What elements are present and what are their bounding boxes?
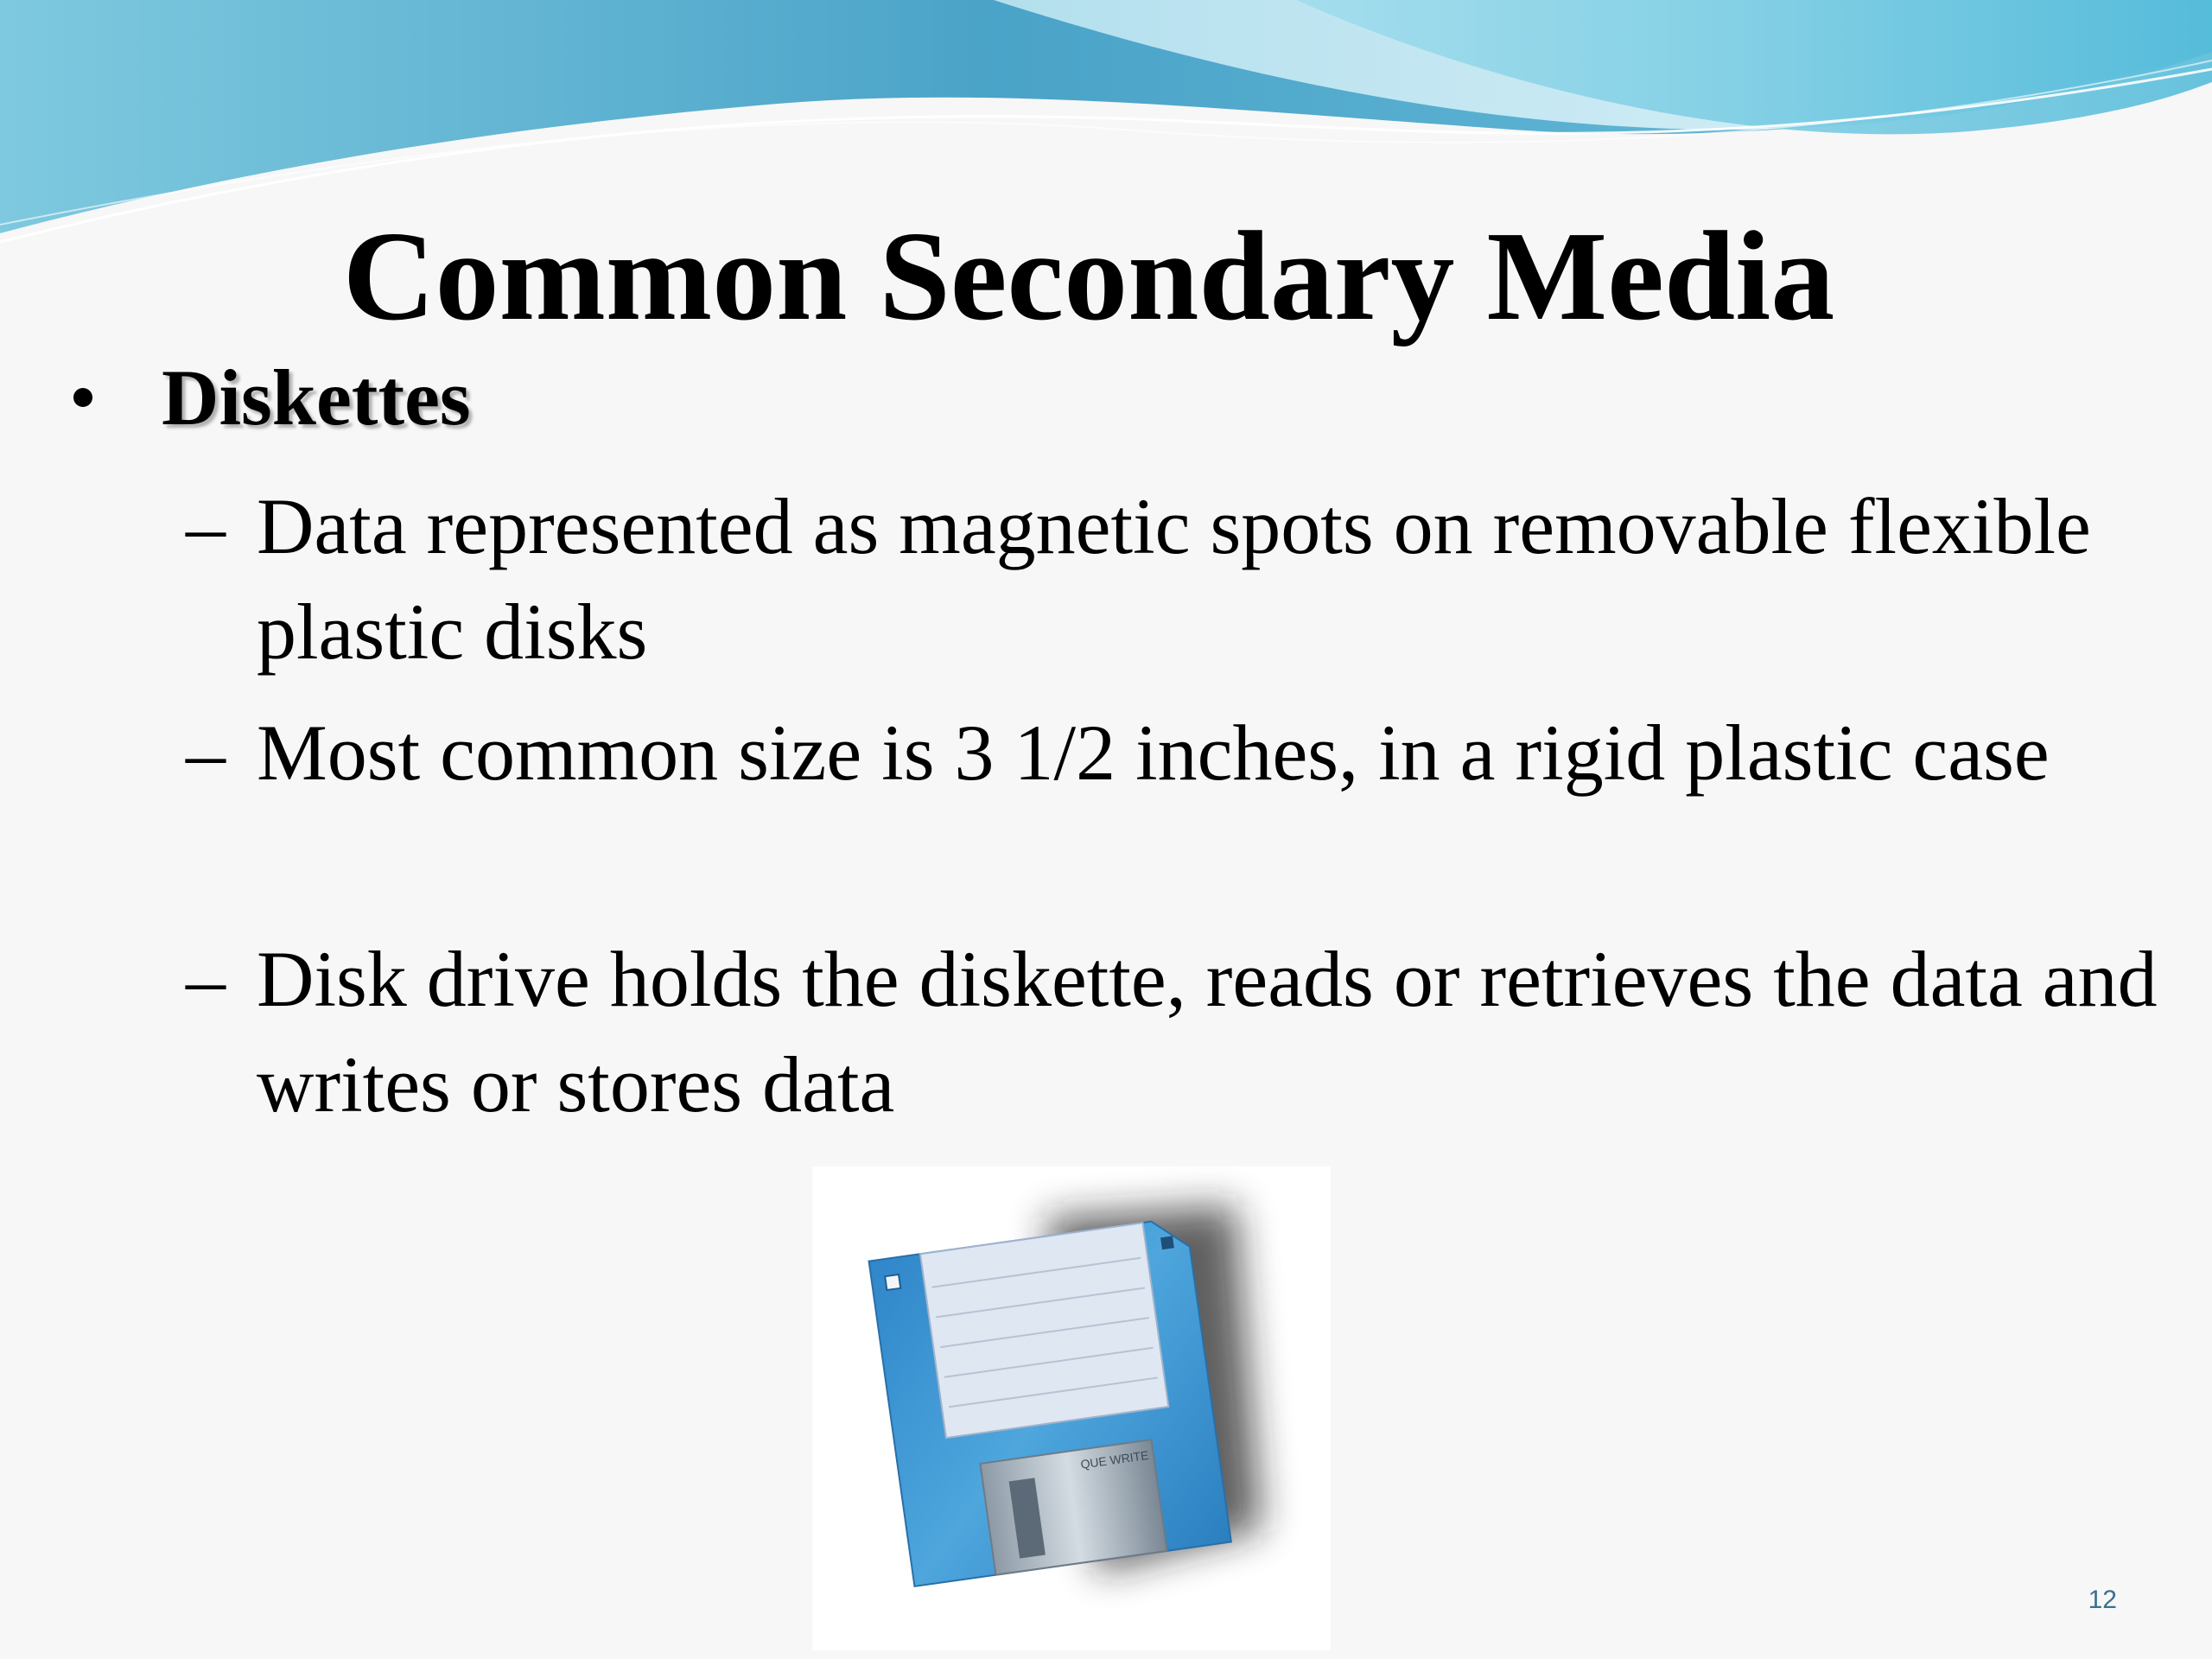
bullet-text: Diskettes — [162, 353, 471, 442]
sub-item-dash: – — [186, 935, 226, 1023]
sub-item-text: Data represented as magnetic spots on removable flexible plastic disks — [257, 482, 2091, 676]
sub-item — [186, 700, 2173, 805]
floppy-disk-icon — [812, 1166, 1331, 1650]
floppy-label-text: QUE WRITE — [1079, 1447, 1150, 1471]
sub-item-dash: – — [186, 709, 226, 797]
page-number: 12 — [2088, 1586, 2117, 1614]
sub-item — [186, 926, 2173, 1137]
sub-item — [186, 474, 2173, 684]
sub-item-text: Most common size is 3 1/2 inches, in a rigid plastic case — [257, 709, 2050, 797]
bullet-item — [73, 346, 471, 449]
slide-title: Common Secondary Media — [342, 206, 1835, 347]
bullet-dot-icon — [73, 388, 92, 407]
sub-item-text: Disk drive holds the diskette, reads or retrieves the data and writes or stores data — [257, 935, 2158, 1128]
sub-item-dash: – — [186, 482, 226, 570]
